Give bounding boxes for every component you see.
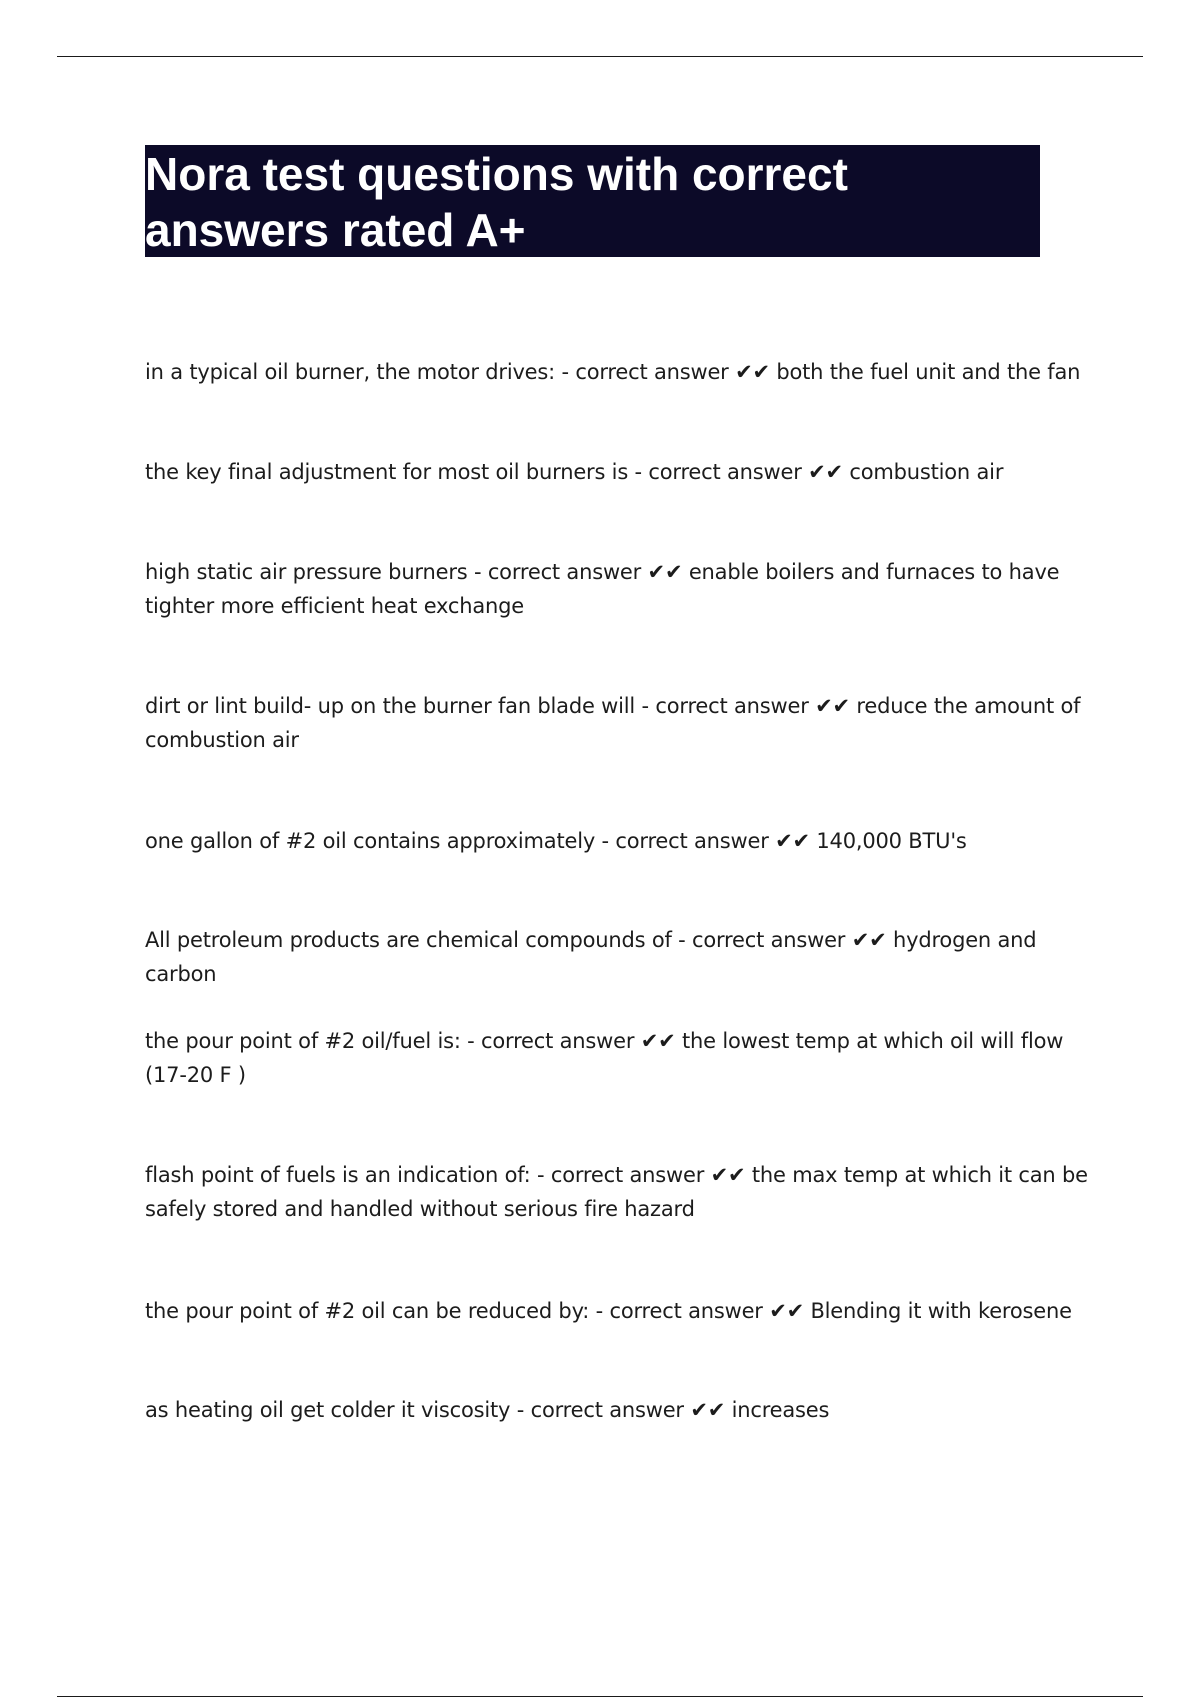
qa-item-6: All petroleum products are chemical compounds of - correct answer ✔✔ hydrogen and carbon: [145, 928, 1037, 986]
qa-item-10: as heating oil get colder it viscosity - correct answer ✔✔ increases: [145, 1398, 830, 1422]
qa-item-1: in a typical oil burner, the motor drives: - correct answer ✔✔ both the fuel unit and the fan: [145, 360, 1081, 384]
qa-item-8: flash point of fuels is an indication of: - correct answer ✔✔ the max temp at which it can be safely stored and handled without serious fire hazard: [145, 1163, 1088, 1221]
top-divider: [57, 56, 1143, 57]
qa-item-7: the pour point of #2 oil/fuel is: - correct answer ✔✔ the lowest temp at which oil will flow (17-20 F ): [145, 1029, 1064, 1087]
qa-item-5: one gallon of #2 oil contains approximately - correct answer ✔✔ 140,000 BTU's: [145, 829, 967, 853]
title-banner: [145, 145, 1040, 257]
qa-item-3: high static air pressure burners - correct answer ✔✔ enable boilers and furnaces to have tighter more efficient heat exchange: [145, 560, 1060, 618]
bottom-divider: [57, 1696, 1143, 1697]
qa-item-4: dirt or lint build- up on the burner fan blade will - correct answer ✔✔ reduce the amount of combustion air: [145, 694, 1081, 752]
qa-item-9: the pour point of #2 oil can be reduced by: - correct answer ✔✔ Blending it with kerosene: [145, 1299, 1072, 1323]
qa-item-2: the key final adjustment for most oil burners is - correct answer ✔✔ combustion air: [145, 460, 1004, 484]
page-title: Nora test questions with correct answers rated A+: [145, 148, 848, 256]
